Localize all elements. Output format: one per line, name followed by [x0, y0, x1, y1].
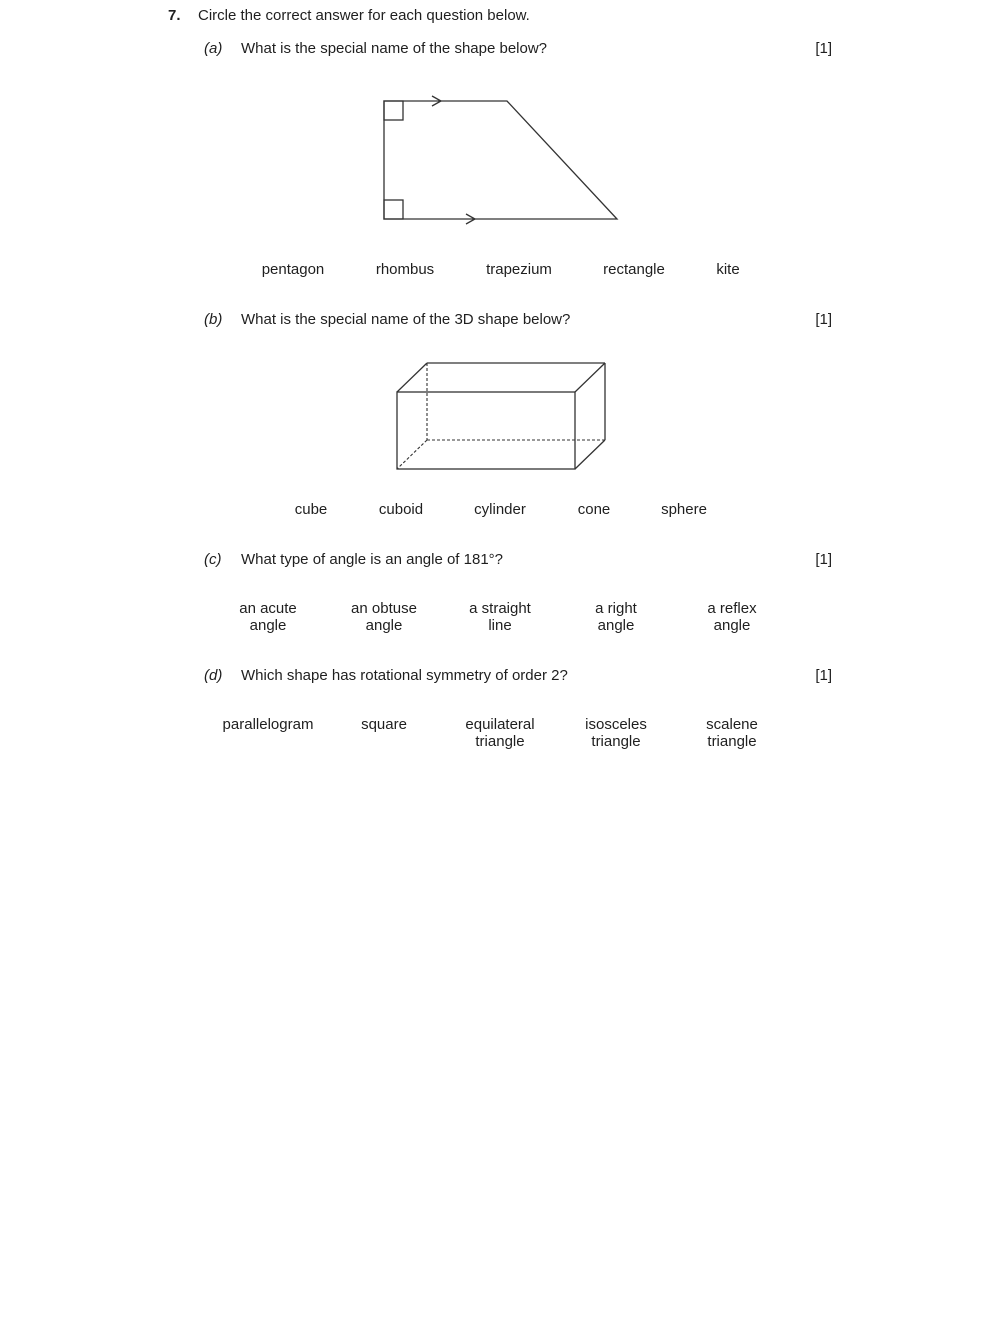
part-c-question: What type of angle is an angle of 181°? — [241, 551, 504, 568]
option-c-3[interactable]: a straight line — [469, 600, 531, 634]
option-b-5[interactable]: sphere — [661, 501, 707, 518]
option-b-4[interactable]: cone — [577, 501, 611, 518]
option-d-3[interactable]: equilateral triangle — [465, 716, 535, 750]
option-c-1[interactable]: an acute angle — [239, 600, 297, 634]
option-b-2[interactable]: cuboid — [378, 501, 424, 518]
option-d-5[interactable]: scalene triangle — [706, 716, 758, 750]
cuboid-front-face — [397, 392, 575, 469]
question-number: 7. — [168, 7, 181, 24]
option-d-2[interactable]: square — [361, 716, 407, 733]
option-a-4[interactable]: rectangle — [603, 261, 665, 278]
option-a-5[interactable]: kite — [716, 261, 740, 278]
part-a-question: What is the special name of the shape below? — [241, 40, 548, 57]
option-a-3[interactable]: trapezium — [486, 261, 552, 278]
option-a-2[interactable]: rhombus — [375, 261, 435, 278]
part-c-label: (c) — [204, 551, 222, 568]
option-b-3[interactable]: cylinder — [474, 501, 526, 518]
part-c-marks: [1] — [815, 551, 832, 568]
part-a-marks: [1] — [815, 40, 832, 57]
option-b-1[interactable]: cube — [294, 501, 328, 518]
part-a-label: (a) — [204, 40, 223, 57]
part-b-label: (b) — [204, 311, 223, 328]
option-c-2[interactable]: an obtuse angle — [351, 600, 417, 634]
part-d-marks: [1] — [815, 667, 832, 684]
question-instruction: Circle the correct answer for each question below. — [198, 7, 530, 24]
cuboid-figure — [0, 0, 1000, 480]
option-d-4[interactable]: isosceles triangle — [585, 716, 647, 750]
part-d-question: Which shape has rotational symmetry of order 2? — [241, 667, 568, 684]
part-b-question: What is the special name of the 3D shape below? — [241, 311, 571, 328]
part-b-marks: [1] — [815, 311, 832, 328]
part-d-label: (d) — [204, 667, 223, 684]
option-c-5[interactable]: a reflex angle — [707, 600, 757, 634]
option-d-1[interactable]: parallelogram — [222, 716, 314, 733]
cuboid-hidden-edges — [397, 363, 605, 469]
option-c-4[interactable]: a right angle — [595, 600, 637, 634]
option-a-1[interactable]: pentagon — [261, 261, 325, 278]
